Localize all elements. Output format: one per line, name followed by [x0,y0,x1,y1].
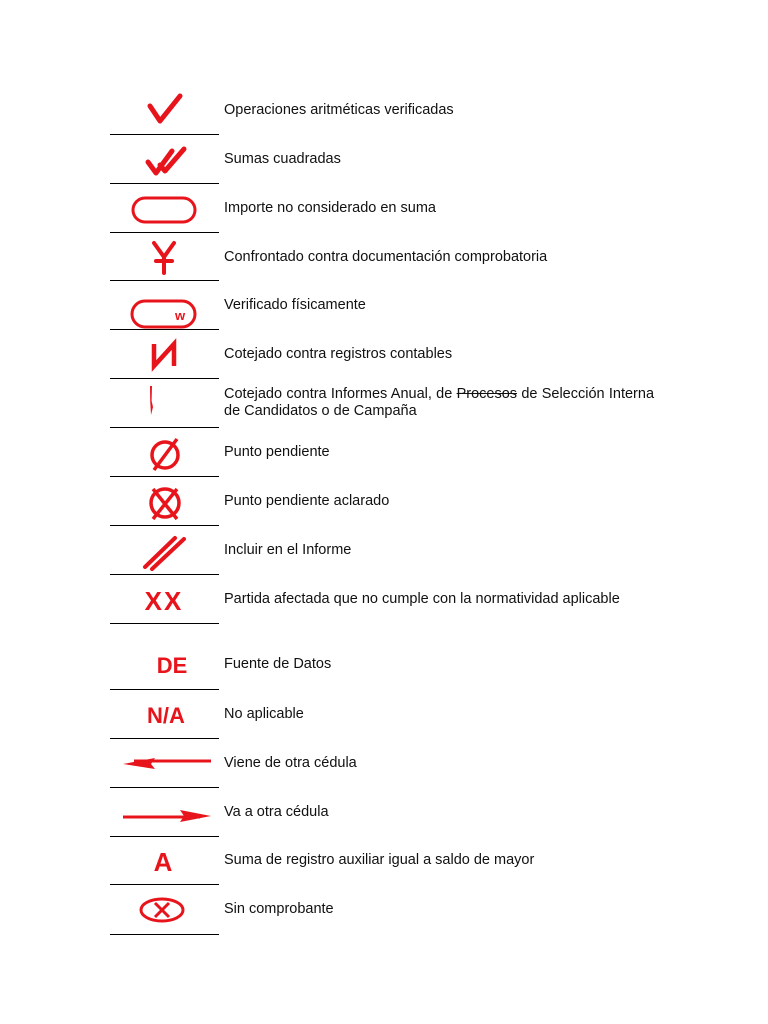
legend-row [0,281,768,330]
yen-icon [110,233,218,281]
legend-label: Operaciones aritméticas verificadas [224,102,454,118]
legend-label: Incluir en el Informe [224,542,352,558]
legend-label: Viene de otra cédula [224,755,357,771]
legend-label: No aplicable [224,706,304,722]
legend-label: Va a otra cédula [224,804,329,820]
rounded-rectangle-icon [110,184,218,233]
w-box-text: w [174,308,186,323]
legend-row [0,428,768,477]
de-icon [110,624,218,690]
slashed-circle-icon [110,428,218,477]
legend-row [0,526,768,575]
legend-label: Sin comprobante [224,901,334,917]
arrow-right-icon [110,788,218,837]
w-box-icon [110,281,218,330]
legend-row [0,837,768,885]
na-icon [110,690,218,739]
legend-row [0,379,768,428]
legend-label: Suma de registro auxiliar igual a saldo de mayor [224,852,535,868]
legend-label: Punto pendiente [224,444,330,460]
vertical-tick-icon [110,379,218,428]
xx-text: XX [144,586,184,616]
legend-row [0,739,768,788]
legend-row [0,184,768,233]
legend-row [0,575,768,624]
legend-row [0,477,768,526]
legend-label [224,386,654,420]
legend-row [0,690,768,739]
legend-row [0,233,768,281]
double-check-icon [110,135,218,184]
legend-label: Fuente de Datos [224,656,332,672]
letter-a-icon [110,837,218,885]
double-slash-icon [110,526,218,575]
legend-row [0,624,768,690]
legend-label: Punto pendiente aclarado [224,493,390,509]
check-icon [110,86,218,135]
reverse-n-icon [110,330,218,379]
na-text: N/A [147,703,185,728]
legend-label: Cotejado contra registros contables [224,346,453,362]
legend-row [0,788,768,837]
label-part: Cotejado contra Informes Anual, de [224,386,453,402]
divider [110,934,219,935]
label-strikethrough: Procesos [456,386,518,402]
legend-label: Importe no considerado en suma [224,200,436,216]
crossed-circle-icon [110,477,218,526]
legend-row [0,330,768,379]
legend-label: Partida afectada que no cumple con la normatividad aplicable [224,591,620,607]
de-text: DE [156,653,188,678]
legend-row [0,86,768,135]
legend-row [0,135,768,184]
x-oval-icon [110,885,218,935]
arrow-left-icon [110,739,218,788]
legend-label: Verificado físicamente [224,297,366,313]
legend-row [0,885,768,935]
xx-icon [110,575,218,624]
legend-label: Confrontado contra documentación comprobatoria [224,249,548,265]
a-text: A [153,847,173,877]
label-part: de Selección Interna de Candidatos o de Campaña [224,386,655,419]
legend-label: Sumas cuadradas [224,151,341,167]
